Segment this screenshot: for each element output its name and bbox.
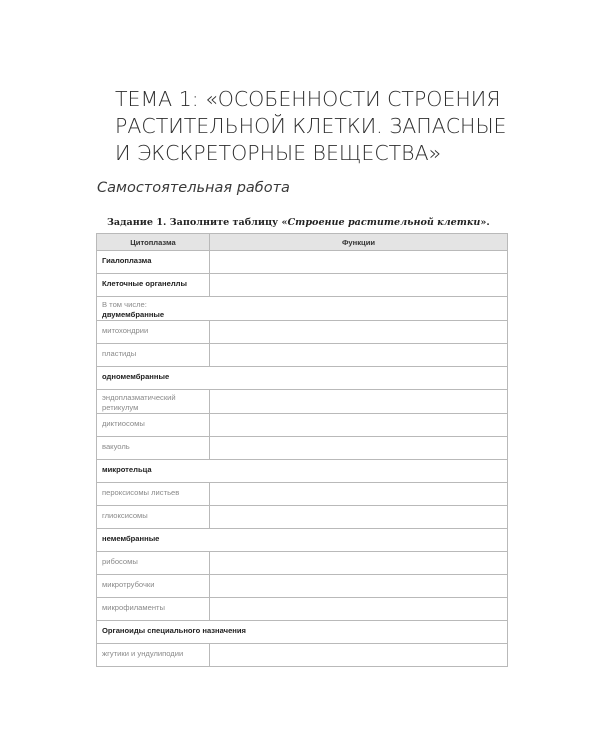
- component-cell: [97, 251, 210, 274]
- section-intro: В том числе:: [102, 300, 147, 309]
- function-answer-cell[interactable]: [210, 575, 508, 598]
- component-cell: [97, 437, 210, 460]
- component-cell: [97, 274, 210, 297]
- task-instruction: [107, 217, 490, 228]
- component-label: пластиды: [102, 349, 137, 358]
- component-cell: [97, 414, 210, 437]
- title-line-2: РАСТИТЕЛЬНОЙ КЛЕТКИ. ЗАПАСНЫЕ: [115, 114, 507, 138]
- table-row: [97, 644, 508, 667]
- section-cell: [97, 367, 508, 390]
- section-subtitle: Самостоятельная работа: [97, 180, 290, 196]
- function-answer-cell[interactable]: [210, 506, 508, 529]
- function-answer-cell[interactable]: [210, 552, 508, 575]
- title-line-1: ТЕМА 1: «ОСОБЕННОСТИ СТРОЕНИЯ: [115, 87, 501, 111]
- component-cell: [97, 483, 210, 506]
- component-label: Клеточные органеллы: [102, 279, 187, 288]
- section-label: двумембранные: [102, 310, 165, 319]
- table-row: [97, 460, 508, 483]
- section-label: одномембранные: [102, 372, 170, 381]
- section-label: микротельца: [102, 465, 152, 474]
- component-label: рибосомы: [102, 557, 138, 566]
- table-row: [97, 344, 508, 367]
- table-body: [97, 251, 508, 667]
- title-line-3: И ЭКСКРЕТОРНЫЕ ВЕЩЕСТВА»: [115, 141, 442, 165]
- component-label-cont: ретикулум: [102, 403, 139, 412]
- quote-open: «: [281, 217, 288, 228]
- component-cell: [97, 644, 210, 667]
- component-cell: [97, 390, 210, 414]
- table-row: [97, 483, 508, 506]
- function-answer-cell[interactable]: [210, 644, 508, 667]
- quote-close: ».: [480, 217, 490, 228]
- header-cytoplasm: Цитоплазма: [97, 234, 210, 251]
- function-answer-cell[interactable]: [210, 251, 508, 274]
- component-label: жгутики и ундулиподии: [102, 649, 184, 658]
- function-answer-cell[interactable]: [210, 344, 508, 367]
- section-cell: [97, 460, 508, 483]
- component-label: эндоплазматический: [102, 393, 176, 402]
- table-row: [97, 552, 508, 575]
- component-label: вакуоль: [102, 442, 130, 451]
- table-row: [97, 621, 508, 644]
- table-row: [97, 274, 508, 297]
- task-table-name: Строение растительной клетки: [287, 217, 481, 228]
- function-answer-cell[interactable]: [210, 321, 508, 344]
- table-row: [97, 297, 508, 321]
- component-cell: [97, 506, 210, 529]
- component-cell: [97, 552, 210, 575]
- component-cell: [97, 598, 210, 621]
- component-label: диктиосомы: [102, 419, 145, 428]
- table-row: [97, 575, 508, 598]
- component-label: глиоксисомы: [102, 511, 148, 520]
- header-functions: Функции: [210, 234, 508, 251]
- table-row: [97, 529, 508, 552]
- cell-structure-table: [96, 233, 508, 667]
- function-answer-cell[interactable]: [210, 414, 508, 437]
- table-row: [97, 390, 508, 414]
- function-answer-cell[interactable]: [210, 274, 508, 297]
- table-header-row: [97, 234, 508, 251]
- table-row: [97, 321, 508, 344]
- table-row: [97, 598, 508, 621]
- function-answer-cell[interactable]: [210, 390, 508, 414]
- table-row: [97, 251, 508, 274]
- component-cell: [97, 321, 210, 344]
- task-prefix: Задание 1. Заполните таблицу: [107, 217, 282, 228]
- component-label: микрофиламенты: [102, 603, 165, 612]
- component-label: пероксисомы листьев: [102, 488, 180, 497]
- component-label: микротрубочки: [102, 580, 155, 589]
- section-label: Органоиды специального назначения: [102, 626, 246, 635]
- function-answer-cell[interactable]: [210, 437, 508, 460]
- section-cell: [97, 529, 508, 552]
- table-row: [97, 506, 508, 529]
- page-title: [115, 86, 535, 167]
- function-answer-cell[interactable]: [210, 598, 508, 621]
- table-row: [97, 367, 508, 390]
- component-cell: [97, 575, 210, 598]
- component-label: Гиалоплазма: [102, 256, 152, 265]
- section-cell: [97, 621, 508, 644]
- component-cell: [97, 344, 210, 367]
- component-label: митохондрии: [102, 326, 149, 335]
- function-answer-cell[interactable]: [210, 483, 508, 506]
- table-row: [97, 437, 508, 460]
- table-row: [97, 414, 508, 437]
- section-label: немембранные: [102, 534, 160, 543]
- section-cell: [97, 297, 508, 321]
